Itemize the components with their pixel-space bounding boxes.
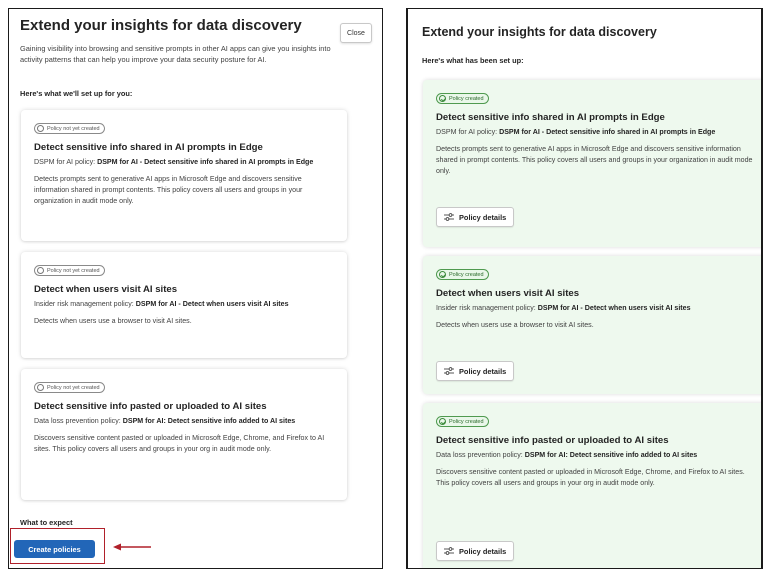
- card-description: Detects when users use a browser to visit AI sites.: [436, 321, 594, 329]
- policy-name: DSPM for AI - Detect when users visit AI sites: [135, 300, 289, 308]
- card-title: Detect sensitive info shared in AI prompts in Edge: [436, 112, 665, 123]
- card-title: Detect sensitive info pasted or uploaded to AI sites: [34, 401, 267, 412]
- policy-card-paste-upload: [423, 403, 763, 569]
- policy-type: DSPM for AI policy:: [436, 128, 500, 136]
- status-badge: [34, 382, 105, 393]
- policy-name: DSPM for AI - Detect sensitive info shared in AI prompts in Edge: [97, 158, 314, 166]
- card-title: Detect when users visit AI sites: [436, 288, 580, 299]
- policy-name: DSPM for AI - Detect sensitive info shared in AI prompts in Edge: [499, 128, 716, 136]
- settings-sliders-icon: [444, 367, 454, 375]
- status-badge: [34, 123, 105, 134]
- setup-complete-heading: Here's what has been set up:: [422, 56, 524, 65]
- status-badge: [34, 265, 105, 276]
- status-badge: [436, 269, 489, 280]
- status-badge-label: Policy not yet created: [47, 384, 100, 391]
- card-description: Discovers sensitive content pasted or uploaded in Microsoft Edge, Chrome, and Firefox to AI sites. This policy covers all users and groups in your org in audit mode only.: [436, 468, 745, 487]
- policy-card-ai-sites: [21, 252, 347, 358]
- card-description: Detects prompts sent to generative AI apps in Microsoft Edge and discovers sensitive information shared in prompt contents. This policy covers all users and groups in your organization in audit mode only.: [436, 145, 753, 175]
- policy-name: DSPM for AI: Detect sensitive info added to AI sites: [122, 417, 296, 425]
- status-badge: [436, 416, 489, 427]
- policy-card-paste-upload: [21, 369, 347, 500]
- policy-type: Data loss prevention policy:: [436, 451, 525, 459]
- status-badge-label: Policy created: [449, 271, 484, 278]
- policy-name: DSPM for AI: Detect sensitive info added to AI sites: [524, 451, 698, 459]
- check-circle-icon: [439, 95, 446, 102]
- close-button[interactable]: Close: [340, 23, 372, 43]
- setup-panel: [8, 8, 383, 569]
- check-circle-icon: [439, 271, 446, 278]
- policy-details-label: Policy details: [459, 366, 507, 376]
- panel-title: Extend your insights for data discovery: [20, 17, 302, 34]
- policy-type: DSPM for AI policy:: [34, 158, 98, 166]
- setup-complete-panel: [406, 8, 763, 569]
- policy-type: Insider risk management policy:: [34, 300, 136, 308]
- card-description: Detects when users use a browser to visit AI sites.: [34, 317, 192, 325]
- status-badge-label: Policy not yet created: [47, 125, 100, 132]
- arrow-left-icon: [113, 543, 153, 551]
- card-title: Detect when users visit AI sites: [34, 284, 178, 295]
- policy-card-ai-sites: [423, 256, 763, 394]
- card-policy: [34, 416, 334, 427]
- check-circle-icon: [439, 418, 446, 425]
- policy-card-edge-prompts: [423, 80, 763, 247]
- circle-icon: [37, 267, 44, 274]
- card-policy: [436, 127, 755, 138]
- settings-sliders-icon: [444, 213, 454, 221]
- policy-type: Data loss prevention policy:: [34, 417, 123, 425]
- card-policy: [436, 303, 755, 314]
- card-title: Detect sensitive info pasted or uploaded to AI sites: [436, 435, 669, 446]
- panel-title: Extend your insights for data discovery: [422, 25, 657, 39]
- card-title: Detect sensitive info shared in AI prompts in Edge: [34, 142, 263, 153]
- status-badge: [436, 93, 489, 104]
- policy-details-label: Policy details: [459, 546, 507, 556]
- intro-text: Gaining visibility into browsing and sensitive prompts in other AI apps can give you insights into activity patterns that can help you improve your data security posture for AI.: [20, 44, 331, 64]
- policy-type: Insider risk management policy:: [436, 304, 538, 312]
- status-badge-label: Policy not yet created: [47, 267, 100, 274]
- setup-heading: Here's what we'll set up for you:: [20, 89, 133, 98]
- card-policy: [34, 157, 334, 168]
- card-description: Detects prompts sent to generative AI apps in Microsoft Edge and discovers sensitive information shared in prompt contents. This policy covers all users and groups in your organization in audit mode only.: [34, 175, 303, 205]
- what-to-expect-heading: What to expect: [20, 518, 73, 527]
- create-policies-button[interactable]: Create policies: [14, 540, 95, 558]
- status-badge-label: Policy created: [449, 95, 484, 102]
- card-policy: [436, 450, 755, 461]
- card-policy: [34, 299, 334, 310]
- policy-card-edge-prompts: [21, 110, 347, 241]
- policy-details-button[interactable]: [436, 361, 514, 381]
- policy-name: DSPM for AI - Detect when users visit AI sites: [537, 304, 691, 312]
- policy-details-button[interactable]: [436, 207, 514, 227]
- circle-icon: [37, 384, 44, 391]
- settings-sliders-icon: [444, 547, 454, 555]
- policy-details-label: Policy details: [459, 212, 507, 222]
- status-badge-label: Policy created: [449, 418, 484, 425]
- policy-details-button[interactable]: [436, 541, 514, 561]
- card-description: Discovers sensitive content pasted or uploaded in Microsoft Edge, Chrome, and Firefox to AI sites. This policy covers all users and groups in your org in audit mode only.: [34, 434, 325, 453]
- circle-icon: [37, 125, 44, 132]
